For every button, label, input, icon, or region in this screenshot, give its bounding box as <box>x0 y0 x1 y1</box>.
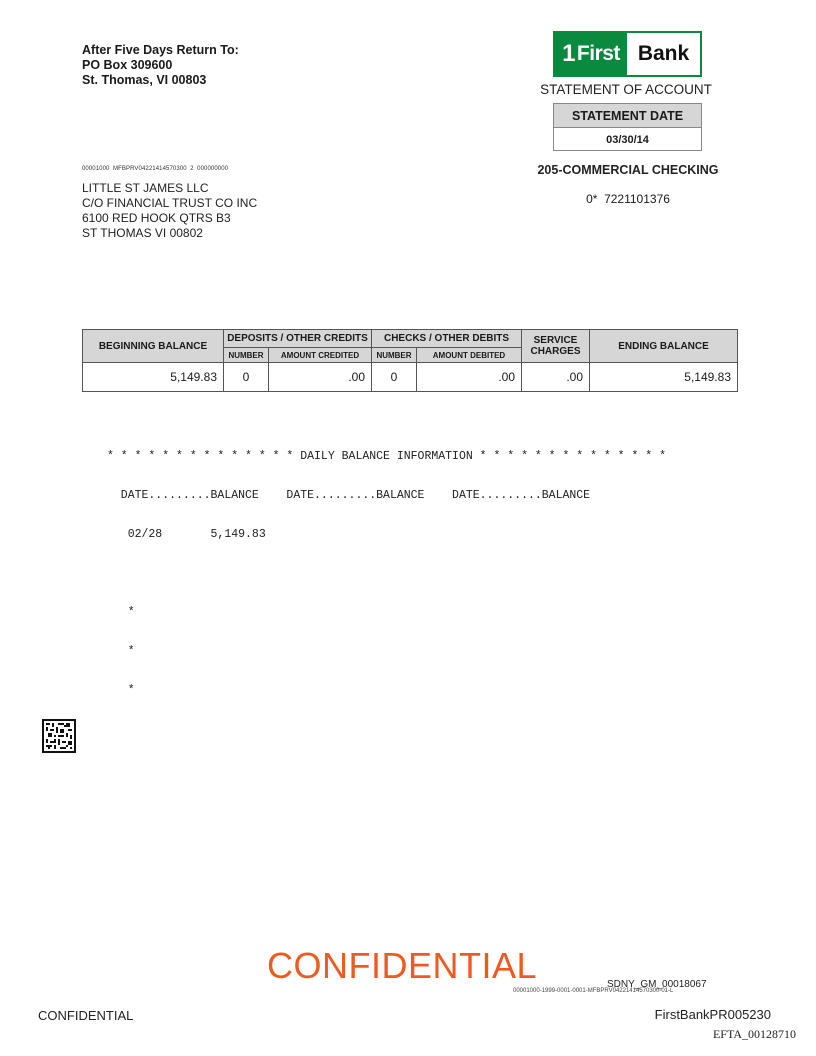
firstbank-logo <box>553 31 702 77</box>
statement-date-label: STATEMENT DATE <box>554 104 701 128</box>
bates-reference: 00001000-1999-0001-0001-MFBPRV04221414570300-01-L <box>513 988 674 994</box>
header-service-line2: CHARGES <box>530 346 581 357</box>
logo-number: 1 <box>562 40 575 67</box>
daily-balance-header: * * * * * * * * * * * * * * DAILY BALANCE INFORMATION * * * * * * * * * * * * * * <box>107 450 666 463</box>
deposits-number-value: 0 <box>224 363 269 392</box>
header-amount-debited: AMOUNT DEBITED <box>417 348 522 363</box>
header-service-line1: SERVICE <box>533 335 578 346</box>
service-charges-value: .00 <box>522 363 590 392</box>
account-type: 205-COMMERCIAL CHECKING <box>537 163 719 177</box>
return-address <box>82 43 239 88</box>
production-id: FirstBankPR005230 <box>654 1007 771 1022</box>
daily-balance-section <box>107 424 666 710</box>
header-amount-credited: AMOUNT CREDITED <box>269 348 372 363</box>
amount-credited-value: .00 <box>269 363 372 392</box>
header-checks-number: NUMBER <box>372 348 417 363</box>
bates-number: SDNY_GM_00018067 <box>607 979 707 990</box>
daily-balance-columns: DATE.........BALANCE DATE.........BALANCE DATE.........BALANCE <box>107 489 591 502</box>
efta-id: EFTA_00128710 <box>712 1027 796 1041</box>
logo-bank: Bank <box>637 42 690 65</box>
footer-confidential-label: CONFIDENTIAL <box>38 1008 134 1023</box>
mailing-address-line: C/O FINANCIAL TRUST CO INC <box>82 196 258 210</box>
return-address-line: After Five Days Return To: <box>82 43 239 57</box>
mailing-address-line: LITTLE ST JAMES LLC <box>82 181 209 195</box>
return-address-line: St. Thomas, VI 00803 <box>82 73 207 87</box>
header-checks: CHECKS / OTHER DEBITS <box>372 330 522 348</box>
confidential-stamp: CONFIDENTIAL <box>267 945 538 986</box>
logo-green-block <box>555 33 627 75</box>
header-deposits-number: NUMBER <box>224 348 269 363</box>
header-deposits: DEPOSITS / OTHER CREDITS <box>224 330 372 348</box>
beginning-balance-value: 5,149.83 <box>83 363 224 392</box>
mailing-address-line: 6100 RED HOOK QTRS B3 <box>82 211 231 225</box>
mailing-address-line: ST THOMAS VI 00802 <box>82 226 203 240</box>
amount-debited-value: .00 <box>417 363 522 392</box>
account-number: 0* 7221101376 <box>586 192 670 206</box>
header-ending-balance: ENDING BALANCE <box>590 330 738 363</box>
account-summary-table <box>82 329 738 392</box>
statement-date-value: 03/30/14 <box>606 133 649 146</box>
table-row <box>83 363 738 392</box>
header-beginning-balance: BEGINNING BALANCE <box>83 330 224 363</box>
mailing-address <box>82 181 257 241</box>
daily-balance-star: * <box>107 684 135 697</box>
checks-number-value: 0 <box>372 363 417 392</box>
return-address-line: PO Box 309600 <box>82 58 173 72</box>
ending-balance-value: 5,149.83 <box>590 363 738 392</box>
statement-date-box <box>553 103 702 151</box>
daily-balance-entry: 02/28 5,149.83 <box>107 528 266 541</box>
daily-balance-star: * <box>107 645 135 658</box>
header-service-charges <box>522 330 590 363</box>
2d-barcode-icon <box>42 719 76 753</box>
mailing-barcode-line: 00001000 MFBPRV04221414570300 2 000000000 <box>82 166 229 172</box>
statement-title: STATEMENT OF ACCOUNT <box>540 82 712 97</box>
logo-first: First <box>576 42 620 65</box>
daily-balance-star: * <box>107 606 135 619</box>
